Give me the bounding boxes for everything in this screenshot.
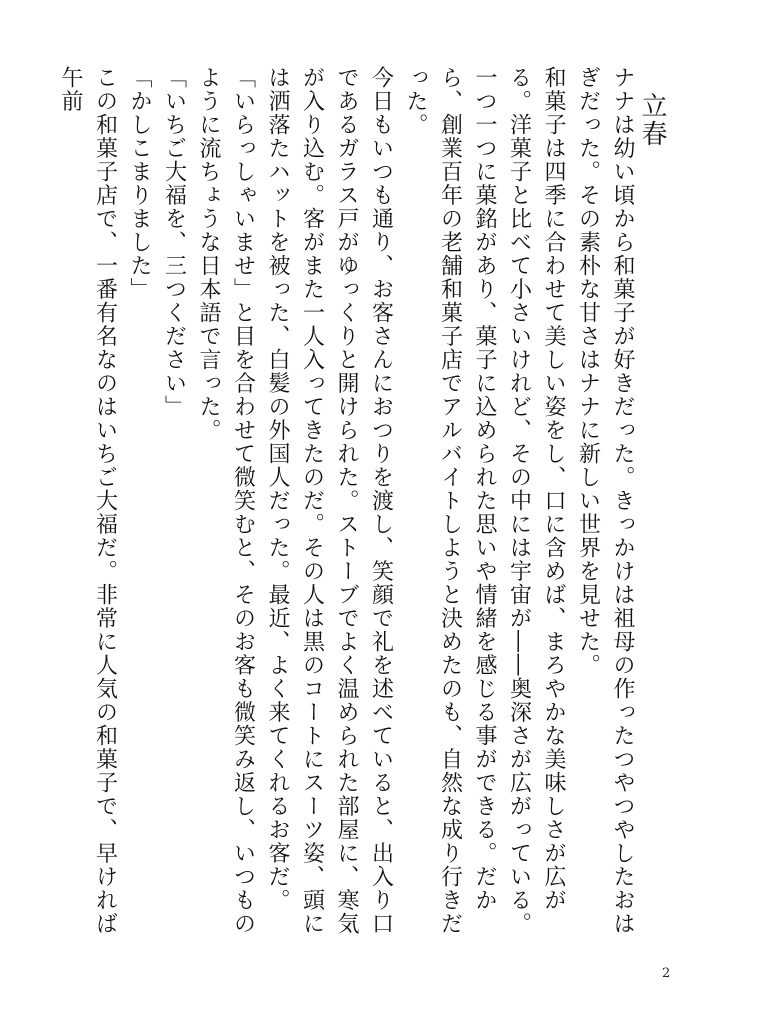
body-text [58,66,639,946]
paragraph: 「かしこまりました」 [127,66,152,301]
paragraph: ナナは幼い頃から和菓子が好きだった。きっかけは祖母の作ったつやつやしたおはぎだった。その素朴な甘さはナナに新しい世界を見せた。 [575,66,635,936]
page-number: 2 [662,966,671,981]
paragraph: 「いちご大福を、三つください」 [161,66,187,419]
paragraph: 「いらっしゃいませ」と目を合わせて微笑むと、そのお客も微笑み返し、いつものように流ちょうな日本語で言った。 [196,66,256,936]
chapter-title: 立春 [637,92,667,148]
paragraph: この和菓子店で、一番有名なのはいちご大福だ。非常に人気の和菓子で、早ければ午前 [58,66,118,936]
paragraph: 和菓子は四季に合わせて美しい姿をし、口に含めば、まろやかな美味しさが広がる。洋菓子と比べて小さいけれど、その中には宇宙が――奥深さが広がっている。一つ一つに菓銘があり、菓子に込められた思いや情緒を感じる事ができる。だから、創業百年の老舗和菓子店でアルバイトしようと決めたのも、自然な成り行きだった。 [403,66,566,936]
paragraph: 今日もいつも通り、お客さんにおつりを渡し、笑顔で礼を述べていると、出入り口であるガラス戸がゆっくりと開けられた。ストーブでよく温められた部屋に、寒気が入り込む。客がまた一人入ってきたのだ。その人は黒のコートにスーツ姿、頭には洒落たハットを被った、白髪の外国人だった。最近、よく来てくれるお客だ。 [265,66,394,936]
